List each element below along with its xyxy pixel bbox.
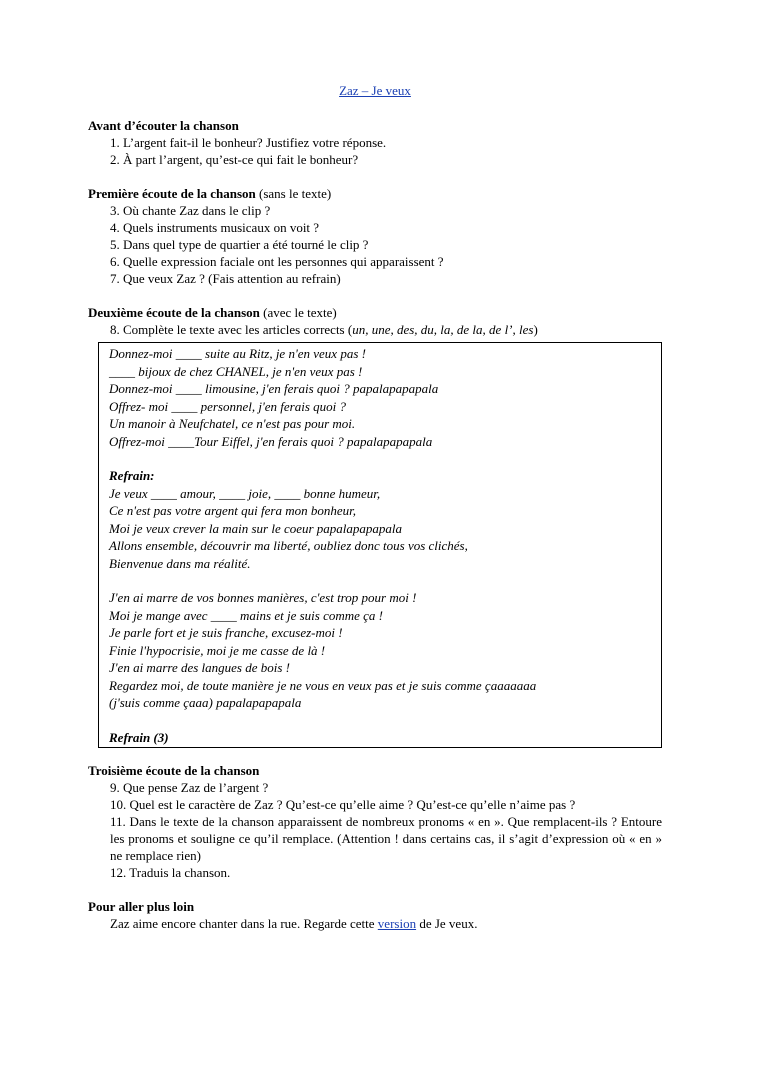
lyric-line: Ce n'est pas votre argent qui fera mon bonheur, xyxy=(109,503,356,518)
version-link[interactable]: version xyxy=(377,916,417,931)
question-item: 10. Quel est le caractère de Zaz ? Qu’est-ce qu’elle aime ? Qu’est-ce qu’elle n’aime pas ? xyxy=(110,797,576,812)
question-item: 1. L’argent fait-il le bonheur? Justifiez votre réponse. xyxy=(110,135,387,150)
page-title xyxy=(88,82,662,99)
stanza-break xyxy=(109,450,653,467)
further-text-end: de Je veux. xyxy=(416,916,478,931)
section-third-listening xyxy=(88,762,662,881)
section-heading xyxy=(88,117,662,134)
section-heading xyxy=(88,762,662,779)
lyric-line: Moi je mange avec ____ mains et je suis comme ça ! xyxy=(109,607,384,623)
question-text-end: ) xyxy=(533,322,538,337)
article-list: un, une, des, du, la, de la, de l’, les xyxy=(352,322,534,337)
stanza-break xyxy=(109,572,653,589)
question-item: 9. Que pense Zaz de l’argent ? xyxy=(110,780,269,795)
further-text xyxy=(88,915,662,932)
lyrics-box xyxy=(98,342,662,748)
lyric-line: Regardez moi, de toute manière je ne vous en veux pas et je suis comme çaaaaaaa xyxy=(109,677,537,693)
question-item: 2. À part l’argent, qu’est-ce qui fait le bonheur? xyxy=(110,152,359,167)
stanza-break xyxy=(109,712,653,729)
section-heading-text: Deuxième écoute de la chanson xyxy=(88,305,260,320)
lyric-line: ____ bijoux de chez CHANEL, je n'en veux pas ! xyxy=(109,363,363,379)
question-item: 3. Où chante Zaz dans le clip ? xyxy=(110,203,271,218)
lyric-line: Allons ensemble, découvrir ma liberté, oubliez donc tous vos clichés, xyxy=(109,538,468,553)
lyric-line: Donnez-moi ____ limousine, j'en ferais quoi ? papalapapapala xyxy=(109,381,439,396)
section-heading xyxy=(88,898,662,915)
lyric-line: Finie l'hypocrisie, moi je me casse de là ! xyxy=(109,642,326,658)
question-item xyxy=(88,321,662,338)
question-item: 12. Traduis la chanson. xyxy=(110,865,231,880)
section-heading-text: Troisième écoute de la chanson xyxy=(88,763,260,778)
lyric-line: Un manoir à Neufchatel, ce n'est pas pour moi. xyxy=(109,416,356,431)
lyric-line: Je parle fort et je suis franche, excusez-moi ! xyxy=(109,625,343,640)
lyric-line: Offrez- moi ____ personnel, j'en ferais quoi ? xyxy=(109,398,347,414)
question-item: 7. Que veux Zaz ? (Fais attention au refrain) xyxy=(110,271,341,286)
question-item: 4. Quels instruments musicaux on voit ? xyxy=(110,220,320,235)
question-text: 8. Complète le texte avec les articles corrects ( xyxy=(110,322,353,337)
lyric-line: J'en ai marre de vos bonnes manières, c'est trop pour moi ! xyxy=(109,590,417,605)
refrain-label: Refrain: xyxy=(109,468,155,483)
section-heading-text: Première écoute de la chanson xyxy=(88,186,256,201)
section-heading-note: (avec le texte) xyxy=(259,305,337,320)
section-heading xyxy=(88,304,662,321)
lyric-line: Offrez-moi ____Tour Eiffel, j'en ferais quoi ? papalapapapala xyxy=(109,433,433,449)
question-item: 11. Dans le texte de la chanson apparaissent de nombreux pronoms « en ». Que remplacent-ils ? Entoure les pronoms et souligne ce qu’il remplace. (Attention ! dans certains cas, il s’agit d’expression où « en » ne remplace rien) xyxy=(110,814,662,863)
title-link[interactable]: Zaz – Je veux xyxy=(339,83,411,98)
lyric-line: Donnez-moi ____ suite au Ritz, je n'en veux pas ! xyxy=(109,346,366,361)
lyric-line: (j'suis comme çaaa) papalapapapala xyxy=(109,695,302,710)
lyric-line: J'en ai marre des langues de bois ! xyxy=(109,660,291,675)
question-item: 5. Dans quel type de quartier a été tourné le clip ? xyxy=(110,237,369,252)
section-heading-text: Pour aller plus loin xyxy=(88,899,195,914)
section-before-listening xyxy=(88,117,662,168)
document-page xyxy=(88,82,662,949)
question-item: 6. Quelle expression faciale ont les personnes qui apparaissent ? xyxy=(110,254,444,269)
section-heading-note: (sans le texte) xyxy=(255,186,332,201)
section-heading-text: Avant d’écouter la chanson xyxy=(88,118,239,133)
refrain-repeat-label: Refrain (3) xyxy=(109,729,169,745)
lyric-line: Je veux ____ amour, ____ joie, ____ bonne humeur, xyxy=(109,485,381,501)
section-heading xyxy=(88,185,662,202)
section-first-listening xyxy=(88,185,662,287)
section-go-further xyxy=(88,898,662,932)
lyric-line: Bienvenue dans ma réalité. xyxy=(109,555,251,571)
lyric-line: Moi je veux crever la main sur le coeur papalapapapala xyxy=(109,520,403,536)
further-text-start: Zaz aime encore chanter dans la rue. Regarde cette xyxy=(110,916,378,931)
